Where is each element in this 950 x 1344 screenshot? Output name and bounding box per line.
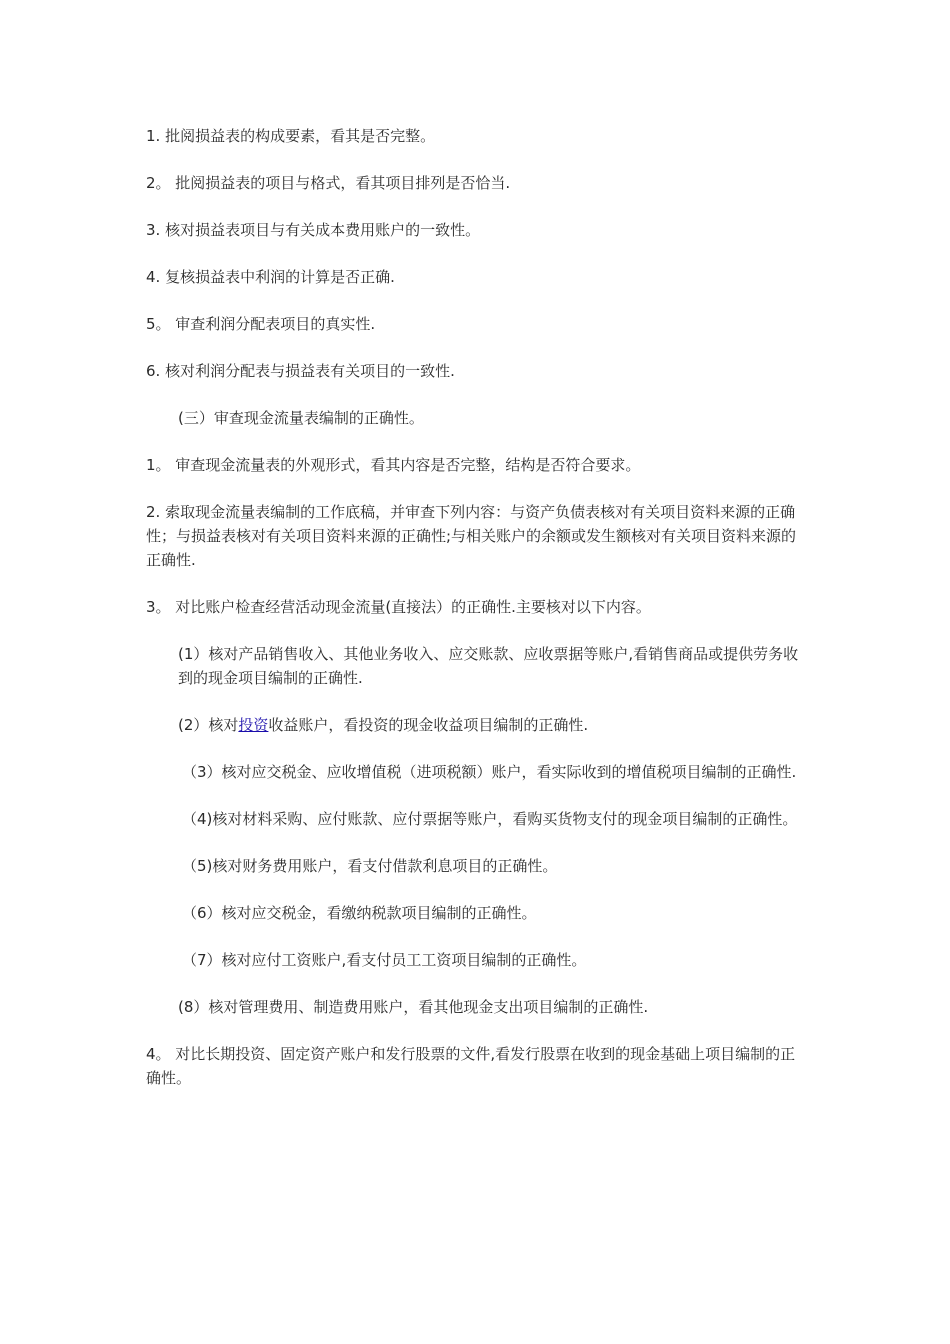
paragraph-cf-2: 2. 索取现金流量表编制的工作底稿，并审查下列内容：与资产负债表核对有关项目资料来源的正确性；与损益表核对有关项目资料来源的正确性;与相关账户的余额或发生额核对有关项目资料来源的正确性. bbox=[146, 503, 797, 569]
paragraph-6: 6. 核对利润分配表与损益表有关项目的一致性. bbox=[146, 362, 455, 380]
section-heading-cash-flow: (三）审查现金流量表编制的正确性。 bbox=[178, 409, 424, 427]
sub-item-3: （3）核对应交税金、应收增值税（进项税额）账户，看实际收到的增值税项目编制的正确性. bbox=[182, 763, 797, 781]
sub-item-2-before: (2）核对 bbox=[178, 716, 239, 734]
paragraph-4: 4. 复核损益表中利润的计算是否正确. bbox=[146, 268, 395, 286]
sub-item-7: （7）核对应付工资账户,看支付员工工资项目编制的正确性。 bbox=[182, 951, 587, 969]
paragraph-cf-4: 4。 对比长期投资、固定资产账户和发行股票的文件,看发行股票在收到的现金基础上项目编制的正确性。 bbox=[146, 1045, 796, 1087]
sub-item-2-after: 收益账户，看投资的现金收益项目编制的正确性. bbox=[268, 716, 589, 734]
paragraph-2: 2。 批阅损益表的项目与格式，看其项目排列是否恰当. bbox=[146, 174, 511, 192]
sub-item-4: （4)核对材料采购、应付账款、应付票据等账户，看购买货物支付的现金项目编制的正确性。 bbox=[182, 810, 798, 828]
sub-item-8: (8）核对管理费用、制造费用账户，看其他现金支出项目编制的正确性. bbox=[178, 998, 649, 1016]
paragraph-1: 1. 批阅损益表的构成要素，看其是否完整。 bbox=[146, 127, 436, 145]
paragraph-cf-3: 3。 对比账户检查经营活动现金流量(直接法）的正确性.主要核对以下内容。 bbox=[146, 598, 651, 616]
sub-item-1: (1）核对产品销售收入、其他业务收入、应交账款、应收票据等账户,看销售商品或提供劳务收到的现金项目编制的正确性. bbox=[178, 645, 799, 687]
sub-item-2 bbox=[146, 713, 808, 737]
paragraph-cf-1: 1。 审查现金流量表的外观形式，看其内容是否完整，结构是否符合要求。 bbox=[146, 456, 641, 474]
investment-link[interactable]: 投资 bbox=[238, 716, 269, 734]
document-body bbox=[146, 124, 808, 1113]
paragraph-3: 3. 核对损益表项目与有关成本费用账户的一致性。 bbox=[146, 221, 481, 239]
paragraph-5: 5。 审查利润分配表项目的真实性. bbox=[146, 315, 376, 333]
sub-item-6: （6）核对应交税金，看缴纳税款项目编制的正确性。 bbox=[182, 904, 537, 922]
sub-item-5: （5)核对财务费用账户，看支付借款利息项目的正确性。 bbox=[182, 857, 558, 875]
